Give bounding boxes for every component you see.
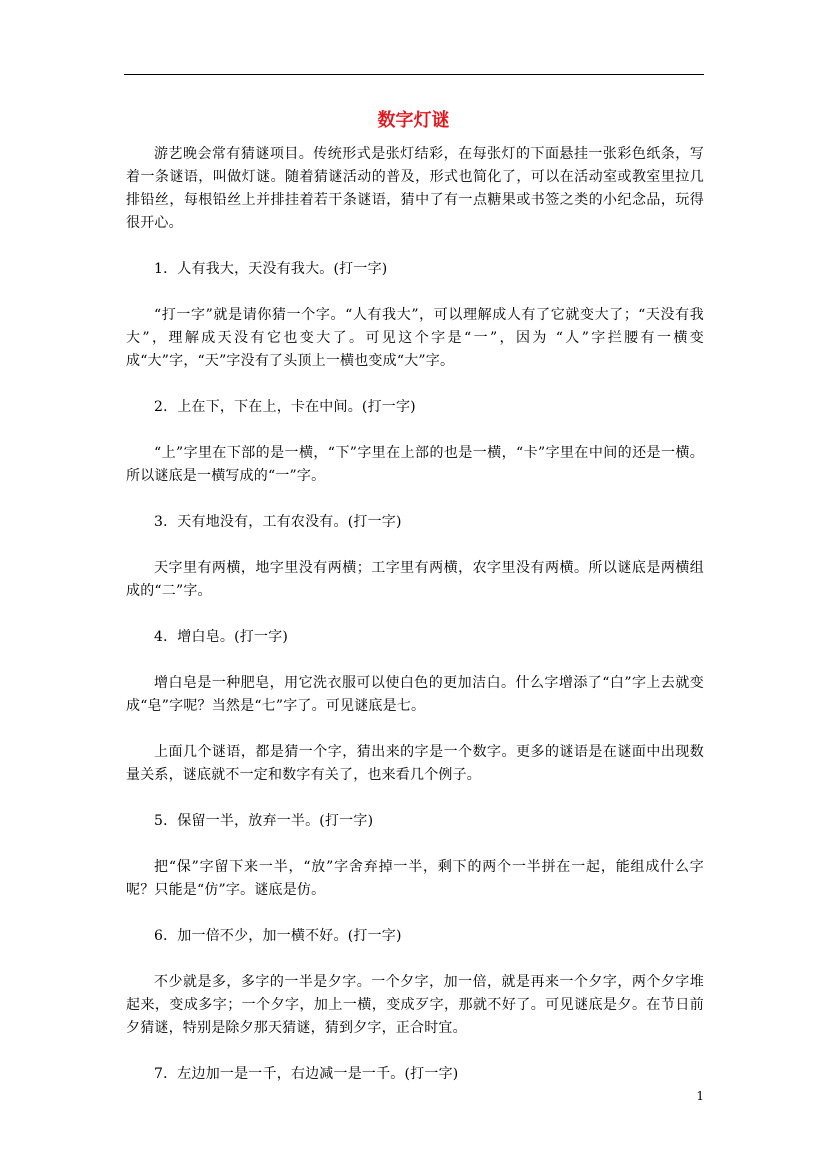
riddle-3: 3．天有地没有，工有农没有。(打一字) — [154, 514, 402, 530]
riddle-4: 4．增白皂。(打一字) — [154, 629, 289, 645]
page-title: 数字灯谜 — [377, 110, 450, 131]
riddle-2: 2．上在下，下在上，卡在中间。(打一字) — [154, 399, 416, 415]
document-body — [126, 143, 704, 1086]
explanation-6: 不少就是多，多字的一半是夕字。一个夕字，加一倍，就是再来一个夕字，两个夕字堆起来，变成多字；一个夕字，加上一横，变成歹字，那就不好了。可见谜底是夕。在节日前夕猜谜，特别是除夕那天猜谜，猜到夕字，正合时宜。 — [126, 974, 704, 1036]
transition-paragraph: 上面几个谜语，都是猜一个字，猜出来的字是一个数字。更多的谜语是在谜面中出现数量关系，谜底就不一定和数字有关了，也来看几个例子。 — [126, 744, 704, 783]
riddle-1: 1．人有我大，天没有我大。(打一字) — [154, 261, 388, 277]
explanation-3: 天字里有两横，地字里没有两横；工字里有两横，农字里没有两横。所以谜底是两横组成的“二”字。 — [126, 560, 704, 599]
explanation-2: “上”字里在下部的是一横，“下”字里在上部的也是一横，“卡”字里在中间的还是一横。所以谜底是一横写成的“一”字。 — [126, 445, 704, 484]
riddle-7: 7．左边加一是一千，右边减一是一千。(打一字) — [154, 1066, 459, 1082]
intro-paragraph: 游艺晚会常有猜谜项目。传统形式是张灯结彩，在每张灯的下面悬挂一张彩色纸条，写着一条谜语，叫做灯谜。随着猜谜活动的普及，形式也简化了，可以在活动室或教室里拉几排铅丝，每根铅丝上并排挂着若干条谜语，猜中了有一点糖果或书签之类的小纪念品，玩得很开心。 — [126, 146, 704, 231]
riddle-6: 6．加一倍不少，加一横不好。(打一字) — [154, 928, 402, 944]
header-rule — [124, 74, 704, 75]
explanation-1: “打一字”就是请你猜一个字。“人有我大”，可以理解成人有了它就变大了；“天没有我大”，理解成天没有它也变大了。可见这个字是“一”，因为 “人”字拦腰有一横变成“大”字，“天”字没有了头顶上一横也变成“大”字。 — [126, 307, 704, 369]
riddle-5: 5．保留一半，放弃一半。(打一字) — [154, 813, 374, 829]
explanation-5: 把“保”字留下来一半，“放”字舍弃掉一半，剩下的两个一半拼在一起，能组成什么字呢？只能是“仿”字。谜底是仿。 — [126, 859, 704, 898]
explanation-4: 增白皂是一种肥皂，用它洗衣服可以使白色的更加洁白。什么字增添了“白”字上去就变成“皂”字呢？当然是“七”字了。可见谜底是七。 — [126, 675, 704, 714]
page-number: 1 — [696, 1089, 704, 1103]
